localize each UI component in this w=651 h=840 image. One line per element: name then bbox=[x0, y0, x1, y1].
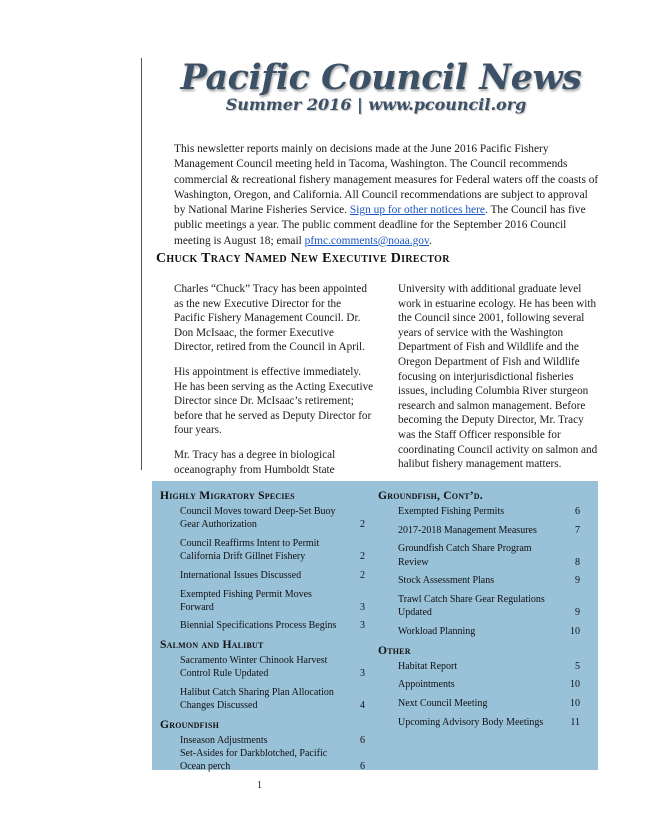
article-paragraph: University with additional graduate level work in estuarine ecology. He has been with the Council since 2001, following several years of service with the Washington Department of Fish and Wildlife and the Oregon Department of Fish and Wildlife focusing on interjurisdictional fisheries issues, including Columbia River sturgeon research and salmon management. Before becoming the Deputy Director, Mr. Tracy was the Staff Officer responsible for coordinating Council activity on salmon and halibut fishery management matters. bbox=[398, 283, 598, 471]
toc-section-heading: Other bbox=[378, 643, 411, 657]
toc-item-page: 8 bbox=[575, 556, 580, 568]
toc-item-title: Stock Assessment Plans bbox=[398, 575, 495, 587]
toc-item[interactable] bbox=[160, 569, 365, 582]
toc-item[interactable] bbox=[160, 588, 365, 614]
toc-item-page: 4 bbox=[360, 700, 365, 712]
toc-item[interactable] bbox=[160, 654, 365, 680]
toc-section-heading: Groundfish bbox=[160, 717, 220, 731]
intro-text: . bbox=[428, 234, 432, 247]
toc-item-title: Appointments bbox=[398, 679, 455, 691]
toc-item-page: 2 bbox=[360, 519, 365, 531]
toc-item-page: 5 bbox=[575, 660, 580, 672]
toc-item-page: 3 bbox=[360, 620, 365, 632]
article-column-left bbox=[174, 282, 374, 487]
toc-item-title: Upcoming Advisory Body Meetings bbox=[398, 716, 544, 728]
toc-section-heading: Salmon and Halibut bbox=[160, 638, 264, 652]
article-headline: Chuck Tracy Named New Executive Director bbox=[156, 251, 450, 266]
toc-column-left bbox=[160, 489, 365, 779]
toc-item-page: 10 bbox=[570, 625, 580, 637]
toc-item-page: 6 bbox=[575, 506, 580, 517]
toc-item[interactable] bbox=[378, 625, 584, 638]
masthead bbox=[180, 58, 600, 114]
newsletter-subtitle: Summer 2016 | www.pcouncil.org bbox=[225, 95, 527, 114]
toc-item-title: Next Council Meeting bbox=[398, 698, 488, 710]
toc-item[interactable] bbox=[378, 697, 584, 710]
newsletter-title: Pacific Council News bbox=[180, 57, 582, 98]
toc-item-title: International Issues Discussed bbox=[180, 569, 302, 581]
toc-item-page: 6 bbox=[360, 761, 365, 773]
intro-text: This newsletter reports mainly on decisions made at the June 2016 Pacific Fishery Management Council meeting held in Tacoma, Washington. The Council recommends commercial & recreational fishery management measures for Federal waters off the coasts of Washington, Oregon, and California. All Council recommendations are subject to approval by National Marine Fisheries Service. bbox=[174, 143, 599, 217]
toc-item[interactable] bbox=[160, 734, 365, 747]
toc-item-title: Council Moves toward Deep-Set Buoy Gear Authorization bbox=[180, 506, 336, 531]
email-link[interactable]: pfmc.comments@noaa.gov bbox=[304, 234, 429, 247]
toc-item-title: Habitat Report bbox=[398, 660, 458, 672]
toc-section-heading: Highly Migratory Species bbox=[160, 489, 295, 502]
toc-item-title: Trawl Catch Share Gear Regulations Updated bbox=[398, 594, 545, 619]
toc-item-page: 7 bbox=[575, 524, 580, 536]
toc-item[interactable] bbox=[160, 619, 365, 632]
toc-item[interactable] bbox=[378, 660, 584, 673]
toc-item[interactable] bbox=[378, 542, 584, 568]
toc-item-page: 9 bbox=[575, 575, 580, 587]
toc-item-title: 2017-2018 Management Measures bbox=[398, 524, 537, 536]
toc-item-title: Exempted Fishing Permit Moves Forward bbox=[180, 588, 312, 613]
intro-text: . The Council has five public meetings a year. The public comment deadline for the September 2016 Council meeting is August 18; email bbox=[174, 204, 586, 247]
toc-item-title: Sacramento Winter Chinook Harvest Control Rule Updated bbox=[180, 655, 328, 680]
toc-item-page: 9 bbox=[575, 607, 580, 619]
table-of-contents bbox=[152, 481, 598, 773]
toc-item-page: 2 bbox=[360, 551, 365, 563]
toc-item-title: Workload Planning bbox=[398, 625, 476, 637]
toc-item[interactable] bbox=[378, 716, 584, 729]
toc-item[interactable] bbox=[378, 574, 584, 587]
signup-link[interactable]: Sign up for other notices here bbox=[349, 204, 485, 217]
toc-item-page: 3 bbox=[360, 668, 365, 680]
article-column-right bbox=[398, 282, 603, 482]
toc-item[interactable] bbox=[160, 537, 365, 563]
toc-item-page: 3 bbox=[360, 601, 365, 613]
toc-item-title: Council Reaffirms Intent to Permit California Drift Gillnet Fishery bbox=[180, 537, 320, 563]
article-paragraph: Charles “Chuck” Tracy has been appointed as the new Executive Director for the Pacific Fishery Management Council. Dr. Don McIsaac, the former Executive Director, retired from the Council in April. bbox=[174, 283, 367, 354]
toc-item-title: Groundfish Catch Share Program Review bbox=[398, 543, 532, 568]
toc-item-page: 6 bbox=[360, 734, 365, 746]
article-paragraph: His appointment is effective immediately. He has been serving as the Acting Executive Director since Dr. McIsaac’s retirement; before that he served as Deputy Director for four years. bbox=[174, 365, 374, 437]
toc-item[interactable] bbox=[378, 524, 584, 537]
vertical-rule bbox=[141, 58, 142, 470]
toc-item-page: 10 bbox=[570, 679, 580, 691]
toc-section-heading: Groundfish, Cont’d. bbox=[378, 489, 483, 502]
toc-item[interactable] bbox=[378, 505, 584, 518]
toc-item-page: 10 bbox=[570, 698, 580, 710]
toc-item-page: 2 bbox=[360, 569, 365, 581]
toc-item-page: 11 bbox=[570, 716, 580, 728]
toc-item-title: Biennial Specifications Process Begins bbox=[180, 620, 337, 632]
intro-paragraph bbox=[174, 142, 600, 249]
toc-item-title: Set-Asides for Darkblotched, Pacific Ocean perch bbox=[180, 748, 328, 773]
toc-item[interactable] bbox=[160, 747, 365, 773]
toc-column-right bbox=[378, 489, 584, 734]
toc-item-title: Inseason Adjustments bbox=[180, 734, 268, 746]
toc-item[interactable] bbox=[160, 686, 365, 712]
toc-item[interactable] bbox=[160, 505, 365, 531]
article-paragraph: Mr. Tracy has a degree in biological oceanography from Humboldt State bbox=[174, 448, 336, 476]
toc-item[interactable] bbox=[378, 678, 584, 691]
toc-item-title: Exempted Fishing Permits bbox=[398, 506, 505, 517]
toc-item-title: Halibut Catch Sharing Plan Allocation Changes Discussed bbox=[180, 687, 334, 712]
toc-item[interactable] bbox=[378, 593, 584, 619]
page-number: 1 bbox=[257, 780, 262, 791]
